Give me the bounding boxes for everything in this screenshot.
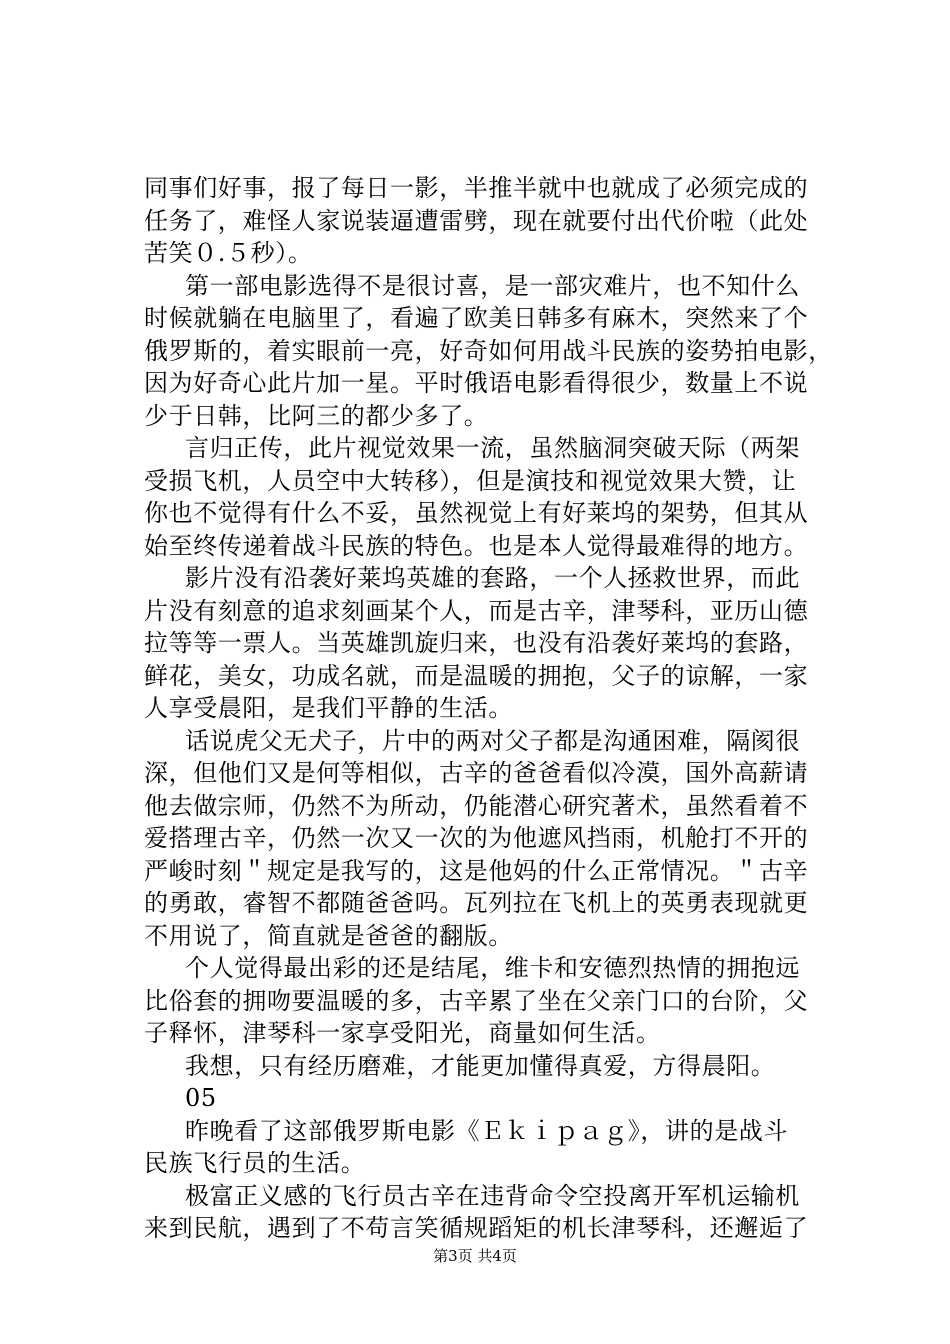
text-line: 话说虎父无犬子，片中的两对父子都是沟通困难，隔阂很 bbox=[185, 726, 800, 755]
text-line: 个人觉得最出彩的还是结尾，维卡和安德烈热情的拥抱远 bbox=[185, 954, 800, 982]
page-footer bbox=[0, 1246, 950, 1266]
text-line: 来到民航，遇到了不苟言笑循规蹈矩的机长津琴科，还邂逅了 bbox=[144, 1214, 809, 1242]
text-line: 严峻时刻＂规定是我写的，这是他妈的什么正常情况。＂古辛 bbox=[144, 856, 809, 885]
text-line: 苦笑０.５秒）。 bbox=[144, 239, 313, 267]
text-line: 我想，只有经历磨难，才能更加懂得真爱，方得晨阳。 bbox=[185, 1051, 776, 1080]
text-line: 不用说了，简直就是爸爸的翻版。 bbox=[144, 921, 513, 950]
text-line: 人享受晨阳，是我们平静的生活。 bbox=[144, 694, 513, 722]
document-body bbox=[144, 172, 833, 1245]
text-line: 爱搭理古辛，仍然一次又一次的为他遮风挡雨，机舱打不开的 bbox=[144, 824, 809, 852]
text-line: 任务了，难怪人家说装逼遭雷劈，现在就要付出代价啦（此处 bbox=[144, 206, 809, 235]
text-line: 少于日韩，比阿三的都少多了。 bbox=[144, 401, 489, 430]
text-line: 比俗套的拥吻要温暖的多，古辛累了坐在父亲门口的台阶，父 bbox=[144, 986, 809, 1015]
text-line: 受损飞机，人员空中大转移），但是演技和视觉效果大赞，让 bbox=[144, 466, 797, 495]
text-line: 子释怀，津琴科一家享受阳光，商量如何生活。 bbox=[144, 1019, 661, 1047]
text-line: 昨晚看了这部俄罗斯电影《Ｅｋｉｐａｇ》，讲的是战斗 bbox=[185, 1116, 788, 1145]
text-line: 因为好奇心此片加一星。平时俄语电影看得很少，数量上不说 bbox=[144, 369, 809, 397]
text-line: 深，但他们又是何等相似，古辛的爸爸看似冷漠，国外高薪请 bbox=[144, 759, 809, 787]
section-number: 05 bbox=[185, 1084, 217, 1112]
text-line: 第一部电影选得不是很讨喜，是一部灾难片，也不知什么 bbox=[185, 271, 800, 300]
text-line: 的勇敢，睿智不都随爸爸吗。瓦列拉在飞机上的英勇表现就更 bbox=[144, 889, 809, 917]
text-line: 鲜花，美女，功成名就，而是温暖的拥抱，父子的谅解，一家 bbox=[144, 661, 809, 690]
text-line: 片没有刻意的追求刻画某个人，而是古辛，津琴科，亚历山德 bbox=[144, 596, 809, 625]
text-line: 民族飞行员的生活。 bbox=[144, 1149, 366, 1177]
text-line: 影片没有沿袭好莱坞英雄的套路，一个人拯救世界，而此 bbox=[185, 564, 800, 592]
text-line: 言归正传，此片视觉效果一流，虽然脑洞突破天际（两架 bbox=[185, 434, 800, 462]
text-line: 拉等等一票人。当英雄凯旋归来，也没有沿袭好莱坞的套路， bbox=[144, 629, 809, 657]
text-line: 你也不觉得有什么不妥，虽然视觉上有好莱坞的架势，但其从 bbox=[144, 499, 809, 527]
text-line: 俄罗斯的，着实眼前一亮，好奇如何用战斗民族的姿势拍电影， bbox=[144, 336, 833, 365]
text-line: 极富正义感的飞行员古辛在违背命令空投离开军机运输机 bbox=[185, 1181, 800, 1210]
text-line: 时候就躺在电脑里了，看遍了欧美日韩多有麻木，突然来了个 bbox=[144, 304, 809, 332]
text-line: 同事们好事，报了每日一影，半推半就中也就成了必须完成的 bbox=[144, 174, 809, 202]
page-number-label: 第3页 共4页 bbox=[433, 1247, 517, 1265]
text-line: 始至终传递着战斗民族的特色。也是本人觉得最难得的地方。 bbox=[144, 531, 809, 560]
text-line: 他去做宗师，仍然不为所动，仍能潜心研究著术，虽然看着不 bbox=[144, 791, 809, 820]
